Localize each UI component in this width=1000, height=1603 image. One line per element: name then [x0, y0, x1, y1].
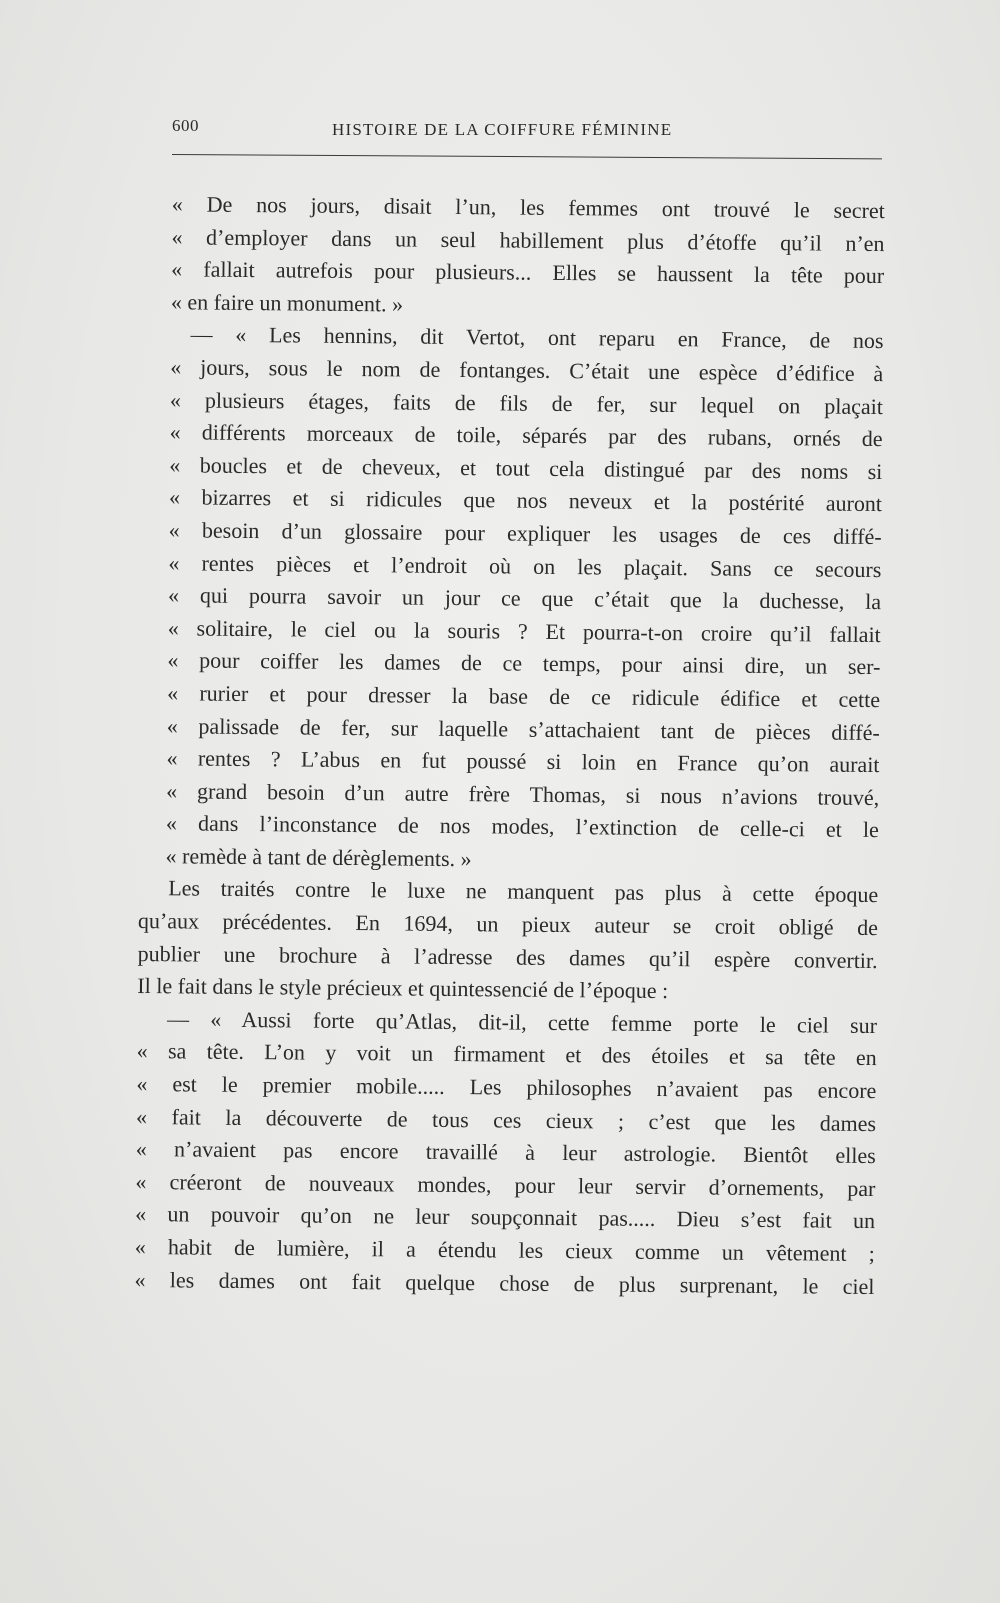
text-line: Les traités contre le luxe ne manquent pas plus à cette époque — [168, 875, 879, 908]
text-line: « les dames ont fait quelque chose de plus surprenant, le ciel — [134, 1266, 875, 1299]
text-line: « habit de lumière, il a étendu les cieux comme un vêtement ; — [134, 1233, 875, 1267]
text-line: « différents morceaux de toile, séparés par des rubans, ornés de — [169, 419, 883, 452]
page-number: 600 — [172, 116, 199, 135]
text-line: « bizarres et si ridicules que nos neveux et la postérité auront — [168, 484, 883, 517]
text-line: « rentes pièces et l’endroit où on les plaçait. Sans ce secours — [168, 549, 882, 582]
text-line: « jours, sous le nom de fontanges. C’était une espèce d’édifice à — [170, 354, 884, 387]
text-line: Il le fait dans le style précieux et quintessencié de l’époque : — [137, 973, 669, 1004]
text-line: « plusieurs étages, faits de fils de fer, sur lequel on plaçait — [169, 386, 884, 419]
text-line: « dans l’inconstance de nos modes, l’extinction de celle-ci et le — [165, 810, 879, 843]
text-line: « est le premier mobile..... Les philosophes n’avaient pas encore — [136, 1070, 877, 1104]
running-title: HISTOIRE DE LA COIFFURE FÉMININE — [332, 120, 673, 139]
header-rule — [172, 154, 882, 159]
text-line: « n’avaient pas encore travaillé à leur astrologie. Bientôt elles — [135, 1136, 876, 1169]
body-text — [134, 188, 885, 1303]
text-line: « remède à tant de dérèglements. » — [165, 843, 472, 872]
text-line: — « Aussi forte qu’Atlas, dit-il, cette femme porte le ciel sur — [166, 1006, 878, 1038]
text-line: « besoin d’un glossaire pour expliquer les usages de ces diffé- — [168, 517, 882, 550]
text-line: « sa tête. L’on y voit un firmament et des étoiles et sa tête en — [136, 1038, 877, 1071]
text-line: qu’aux précédentes. En 1694, un pieux auteur se croit obligé de — [137, 908, 879, 941]
text-line: « palissade de fer, sur laquelle s’attachaient tant de pièces diffé- — [166, 712, 880, 745]
text-line: « fallait autrefois pour plusieurs... Elles se haussent la tête pour — [171, 256, 885, 289]
text-line: « en faire un monument. » — [170, 289, 404, 317]
text-line: publier une brochure à l’adresse des dames qu’il espère convertir. — [137, 940, 878, 973]
text-line: « d’employer dans un seul habillement plus d’étoffe qu’il n’en — [171, 223, 885, 256]
text-line: « créeront de nouveaux mondes, pour leur servir d’ornements, par — [135, 1168, 876, 1201]
text-line: « qui pourra savoir un jour ce que c’était que la duchesse, la — [167, 582, 882, 615]
text-line: « boucles et de cheveux, et tout cela distingué par des noms si — [169, 451, 883, 484]
text-line: « fait la découverte de tous ces cieux ; c’est que les dames — [135, 1103, 877, 1136]
text-line: — « Les hennins, dit Vertot, ont reparu en France, de nos — [190, 321, 884, 354]
text-line: « De nos jours, disait l’un, les femmes ont trouvé le secret — [171, 191, 885, 224]
text-line: « rentes ? L’abus en fut poussé si loin en France qu’on aurait — [166, 745, 880, 778]
text-line: « grand besoin d’un autre frère Thomas, si nous n’avions trouvé, — [166, 777, 880, 810]
text-line: « rurier et pour dresser la base de ce ridicule édifice et cette — [167, 680, 881, 712]
page-header — [172, 116, 882, 146]
text-line: « pour coiffer les dames de ce temps, pour ainsi dire, un ser- — [167, 647, 881, 680]
text-line: « solitaire, le ciel ou la souris ? Et pourra-t-on croire qu’il fallait — [167, 614, 881, 647]
text-line: « un pouvoir qu’on ne leur soupçonnait pas..... Dieu s’est fait un — [135, 1201, 876, 1234]
